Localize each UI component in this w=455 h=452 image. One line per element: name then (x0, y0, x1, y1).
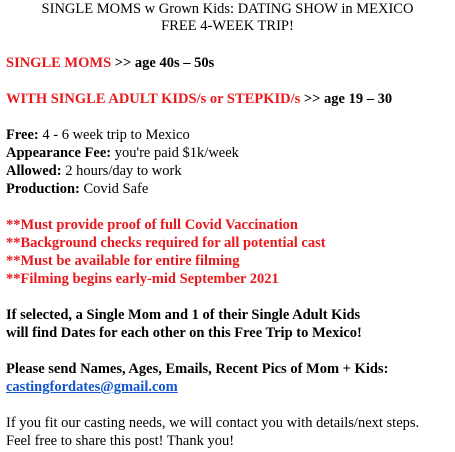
criteria-value: >> age 19 – 30 (300, 91, 393, 107)
contact-email-link[interactable]: castingfordates@gmail.com (6, 379, 178, 395)
requirement-vaccination: **Must provide proof of full Covid Vaccination (6, 217, 298, 233)
closing-line-2: Feel free to share this post! Thank you! (6, 433, 235, 449)
detail-label: Appearance Fee: (6, 145, 112, 161)
send-instructions: Please send Names, Ages, Emails, Recent Pics of Mom + Kids: (6, 361, 389, 377)
detail-value: 4 - 6 week trip to Mexico (38, 127, 190, 143)
criteria-single-moms (6, 55, 214, 72)
detail-allowed (6, 163, 182, 180)
detail-value: you're paid $1k/week (111, 145, 239, 161)
detail-production (6, 181, 148, 198)
post-title-line-2: FREE 4-WEEK TRIP! (161, 18, 294, 34)
selected-line-1: If selected, a Single Mom and 1 of their Single Adult Kids (6, 307, 361, 323)
detail-free (6, 127, 190, 144)
closing-line-1: If you fit our casting needs, we will contact you with details/next steps. (6, 415, 420, 431)
detail-appearance-fee (6, 145, 239, 162)
detail-label: Allowed: (6, 163, 62, 179)
criteria-adult-kids (6, 91, 392, 108)
requirement-filming-start: **Filming begins early-mid September 2021 (6, 271, 279, 287)
criteria-label: WITH SINGLE ADULT KIDS/s or STEPKID/s (6, 91, 301, 107)
requirement-background-check: **Background checks required for all potential cast (6, 235, 326, 251)
criteria-value: >> age 40s – 50s (111, 55, 215, 71)
requirement-availability: **Must be available for entire filming (6, 253, 240, 269)
selected-line-2: will find Dates for each other on this Free Trip to Mexico! (6, 325, 362, 341)
detail-label: Free: (6, 127, 39, 143)
detail-value: Covid Safe (79, 181, 149, 197)
detail-value: 2 hours/day to work (61, 163, 182, 179)
detail-label: Production: (6, 181, 80, 197)
post-title-line-1: SINGLE MOMS w Grown Kids: DATING SHOW in MEXICO (41, 1, 414, 17)
criteria-label: SINGLE MOMS (6, 55, 112, 71)
